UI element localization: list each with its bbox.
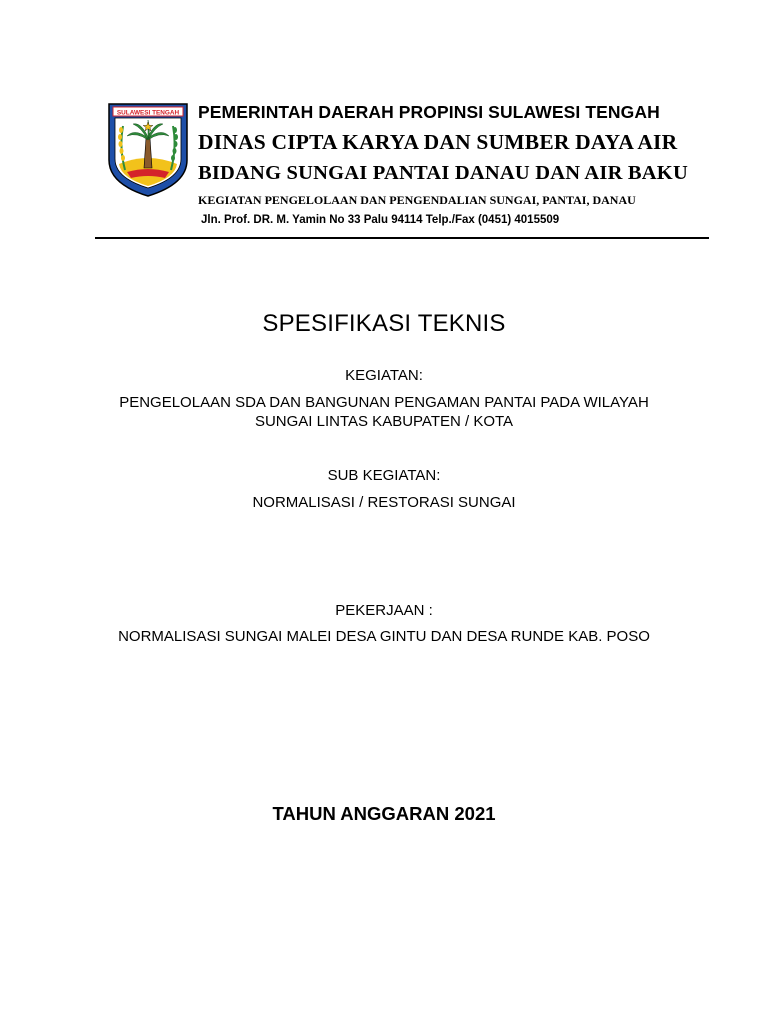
pekerjaan-value: NORMALISASI SUNGAI MALEI DESA GINTU DAN DESA RUNDE KAB. POSO <box>118 628 650 645</box>
province-emblem-icon <box>107 102 189 198</box>
letterhead-activity-name: KEGIATAN PENGELOLAAN DAN PENGENDALIAN SUNGAI, PANTAI, DANAU <box>198 193 636 207</box>
letterhead-divider <box>95 237 709 239</box>
kegiatan-value-line-2: SUNGAI LINTAS KABUPATEN / KOTA <box>254 413 514 430</box>
letterhead-agency-name: DINAS CIPTA KARYA DAN SUMBER DAYA AIR <box>198 130 678 154</box>
letterhead-government-name: PEMERINTAH DAERAH PROPINSI SULAWESI TENGAH <box>198 102 660 122</box>
sub-kegiatan-value: NORMALISASI / RESTORASI SUNGAI <box>252 494 516 511</box>
sub-kegiatan-label: SUB KEGIATAN: <box>327 467 441 484</box>
emblem-banner-text: SULAWESI TENGAH <box>116 109 180 117</box>
pekerjaan-label: PEKERJAAN : <box>335 602 433 619</box>
document-title: SPESIFIKASI TEKNIS <box>262 310 506 337</box>
kegiatan-value-line-1: PENGELOLAAN SDA DAN BANGUNAN PENGAMAN PANTAI PADA WILAYAH <box>119 394 649 411</box>
kegiatan-label: KEGIATAN: <box>345 367 423 384</box>
budget-year: TAHUN ANGGARAN 2021 <box>272 803 496 824</box>
letterhead-address: Jln. Prof. DR. M. Yamin No 33 Palu 94114 Telp./Fax (0451) 4015509 <box>201 214 560 226</box>
letterhead-division-name: BIDANG SUNGAI PANTAI DANAU DAN AIR BAKU <box>198 162 688 184</box>
